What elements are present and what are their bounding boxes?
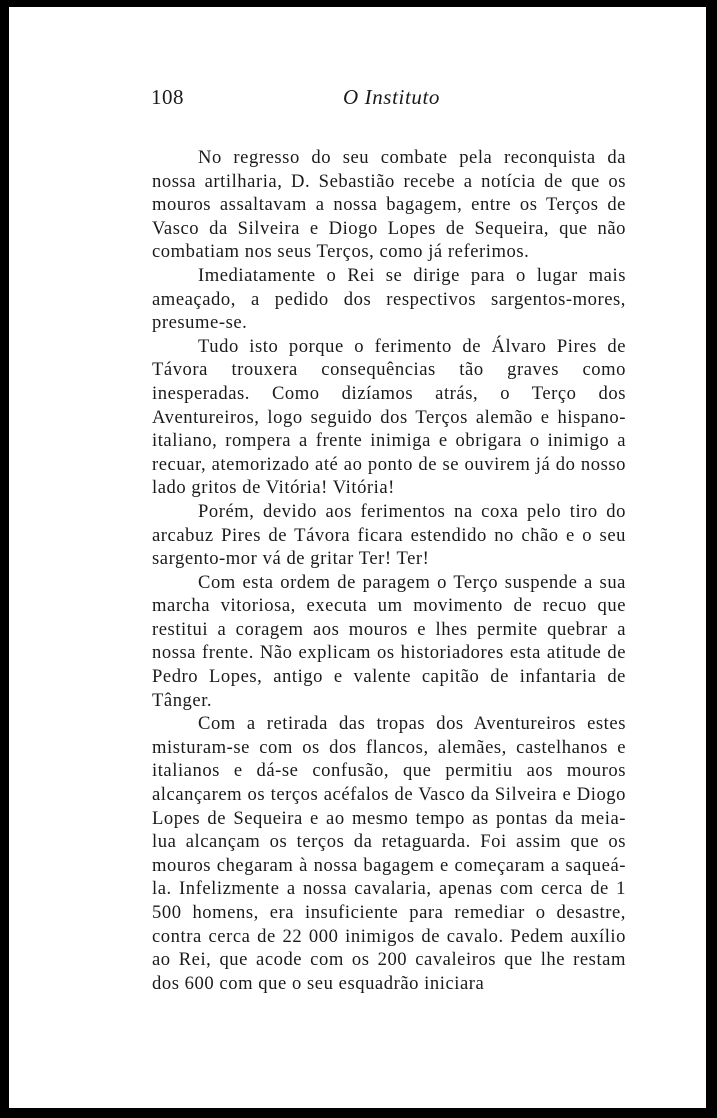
page-number: 108 (151, 85, 184, 109)
running-title: O Instituto (343, 85, 441, 109)
paragraph-3: Tudo isto porque o ferimento de Álvaro Pires de Távora trouxera consequências tão graves como inesperadas. Como dizíamos atrás, o Terço dos Aventureiros, logo seguido dos Terços alemão e hispano-italiano, rompera a frente inimiga e obrigara o inimigo a recuar, atemorizado até ao ponto de se ouvirem já do nosso lado gritos de Vitória! Vitória! (152, 335, 626, 499)
paragraph-6: Com a retirada das tropas dos Aventureiros estes misturam-se com os dos flancos, alemães, castelhanos e italianos e dá-se confusão, que permitiu aos mouros alcançarem os terços acéfalos de Vasco da Silveira e Diogo Lopes de Sequeira e ao mesmo tempo as pontas da meia-lua alcançam os terços da retaguarda. Foi assim que os mouros chegaram à nossa bagagem e começaram a saqueá-la. Infelizmente a nossa cavalaria, apenas com cerca de 1 500 homens, era insuficiente para remediar o desastre, contra cerca de 22 000 inimigos de cavalo. Pedem auxílio ao Rei, que acode com os 200 cavaleiros que lhe restam dos 600 com que o seu esquadrão iniciara (152, 713, 626, 994)
body-text (152, 146, 626, 995)
page (9, 7, 706, 1108)
paragraph-5: Com esta ordem de paragem o Terço suspende a sua marcha vitoriosa, executa um movimento de recuo que restitui a coragem aos mouros e lhes permite quebrar a nossa frente. Não explicam os historiadores esta atitude de Pedro Lopes, antigo e valente capitão de infantaria de Tânger. (152, 571, 626, 711)
running-header (9, 85, 706, 115)
paragraph-2: Imediatamente o Rei se dirige para o lugar mais ameaçado, a pedido dos respectivos sargentos-mores, presume-se. (152, 264, 626, 334)
paragraph-4: Porém, devido aos ferimentos na coxa pelo tiro do arcabuz Pires de Távora ficara estendido no chão e o seu sargento-mor vá de gritar Ter! Ter! (152, 500, 626, 570)
paragraph-1: No regresso do seu combate pela reconquista da nossa artilharia, D. Sebastião recebe a notícia de que os mouros assaltavam a nossa bagagem, entre os Terços de Vasco da Silveira e Diogo Lopes de Sequeira, que não combatiam nos seus Terços, como já referimos. (152, 147, 626, 263)
